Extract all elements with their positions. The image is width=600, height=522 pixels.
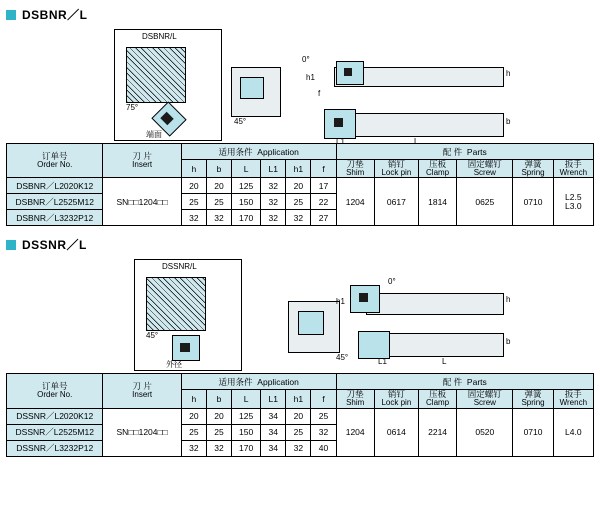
table-row: [7, 408, 594, 424]
section-title: DSSNR／L: [22, 238, 87, 253]
cell-L: 170: [232, 440, 261, 456]
cell-f: 22: [311, 194, 336, 210]
cell-h1: 25: [286, 424, 311, 440]
dim-L: L: [414, 137, 419, 146]
cell-L: 125: [232, 178, 261, 194]
front-view-title: DSBNR/L: [142, 32, 177, 41]
dim-L1: L1: [336, 137, 345, 146]
section-header-dssnr: [6, 236, 600, 253]
header-application: 适用条件 Application: [181, 374, 336, 390]
cell-h1: 32: [286, 440, 311, 456]
section-bullet-icon: [6, 10, 16, 20]
cell-lockpin: 0617: [374, 178, 418, 226]
header-part-spring: 弹簧 Spring: [513, 160, 553, 178]
header-part-shim: 刀垫 Shim: [336, 160, 374, 178]
cell-order-no: DSBNR／L3232P12: [7, 210, 103, 226]
angle-label-0: 0°: [302, 55, 310, 64]
cell-L: 125: [232, 408, 261, 424]
header-dim-L: L: [232, 160, 261, 178]
dim-f: f: [318, 89, 321, 98]
header-application: 适用条件 Application: [181, 144, 336, 160]
cell-h: 20: [181, 178, 206, 194]
cell-order-no: DSBNR／L2525M12: [7, 194, 103, 210]
shank-side-view: [378, 333, 504, 357]
header-part-wrench: 扳手 Wrench: [553, 390, 593, 408]
top-view-screw: [344, 68, 352, 76]
cell-screw: 0520: [457, 408, 513, 456]
cell-order-no: DSSNR／L2525M12: [7, 424, 103, 440]
cell-b: 32: [206, 440, 231, 456]
cell-b: 32: [206, 210, 231, 226]
cell-wrench: L2.5 L3.0: [553, 178, 593, 226]
header-part-lockpin: 销钉 Lock pin: [374, 390, 418, 408]
cell-f: 25: [311, 408, 336, 424]
cell-b: 20: [206, 408, 231, 424]
tool-body-hatched: [146, 277, 206, 331]
angle-label-45: 45°: [234, 117, 247, 126]
cell-clamp: 2214: [418, 408, 456, 456]
cell-L1: 32: [261, 210, 286, 226]
cell-h: 32: [181, 440, 206, 456]
header-part-clamp: 压板 Clamp: [418, 390, 456, 408]
header-part-screw: 固定螺钉 Screw: [457, 390, 513, 408]
dim-h1-top: h1: [336, 297, 345, 307]
cell-L1: 34: [261, 408, 286, 424]
cell-L1: 34: [261, 440, 286, 456]
spec-table-dsbnr: [6, 143, 594, 226]
section-title: DSBNR／L: [22, 8, 88, 22]
cell-insert: SN□□1204□□: [103, 178, 181, 226]
cell-clamp: 1814: [418, 178, 456, 226]
cell-f: 32: [311, 424, 336, 440]
drawing-area-dssnr: [6, 255, 594, 373]
dim-h: h: [506, 295, 511, 305]
dim-h: h: [506, 69, 511, 78]
header-dim-L1: L1: [261, 160, 286, 178]
header-dim-h: h: [181, 390, 206, 408]
dim-L: L: [442, 357, 447, 367]
cell-f: 17: [311, 178, 336, 194]
cell-order-no: DSSNR／L2020K12: [7, 408, 103, 424]
cell-h: 32: [181, 210, 206, 226]
cell-L: 170: [232, 210, 261, 226]
header-part-lockpin: 销钉 Lock pin: [374, 160, 418, 178]
header-order: 订单号 Order No.: [7, 144, 103, 178]
cell-spring: 0710: [513, 408, 553, 456]
header-part-screw: 固定螺钉 Screw: [457, 160, 513, 178]
angle-label-45b: 45°: [336, 353, 349, 363]
header-parts: 配 件 Parts: [336, 374, 593, 390]
front-view-title: DSSNR/L: [162, 262, 197, 272]
dim-b: b: [506, 117, 511, 126]
header-order: 订单号 Order No.: [7, 374, 103, 408]
cell-L1: 32: [261, 178, 286, 194]
header-dim-h1: h1: [286, 160, 311, 178]
header-part-wrench: 扳手 Wrench: [553, 160, 593, 178]
cell-f: 27: [311, 210, 336, 226]
header-dim-L: L: [232, 390, 261, 408]
cell-b: 25: [206, 194, 231, 210]
cell-h1: 20: [286, 178, 311, 194]
section-header-dsbnr: [6, 6, 600, 23]
cell-shim: 1204: [336, 178, 374, 226]
cell-screw: 0625: [457, 178, 513, 226]
side-view-screw: [334, 118, 343, 127]
header-dim-L1: L1: [261, 390, 286, 408]
cell-h: 20: [181, 408, 206, 424]
cell-h1: 20: [286, 408, 311, 424]
header-dim-b: b: [206, 160, 231, 178]
cell-h1: 32: [286, 210, 311, 226]
cell-lockpin: 0614: [374, 408, 418, 456]
shank-side-view: [334, 113, 504, 137]
angle-label-0: 0°: [388, 277, 396, 287]
cell-L1: 34: [261, 424, 286, 440]
header-part-shim: 刀垫 Shim: [336, 390, 374, 408]
header-dim-h: h: [181, 160, 206, 178]
catalog-page: [0, 6, 600, 522]
end-view-insert: [240, 77, 264, 99]
spec-table-dssnr: [6, 373, 594, 456]
cell-order-no: DSSNR／L3232P12: [7, 440, 103, 456]
header-insert: 刀 片 Insert: [103, 144, 181, 178]
shank-top-view: [366, 293, 504, 315]
dim-L1: L1: [378, 357, 387, 367]
header-insert: 刀 片 Insert: [103, 374, 181, 408]
cell-h: 25: [181, 194, 206, 210]
tool-body-hatched: [126, 47, 186, 103]
header-dim-f: f: [311, 390, 336, 408]
header-part-spring: 弹簧 Spring: [513, 390, 553, 408]
table-row: [7, 178, 594, 194]
end-view-insert: [298, 311, 324, 335]
table-header-row-1: [7, 144, 594, 160]
cell-spring: 0710: [513, 178, 553, 226]
cell-insert: SN□□1204□□: [103, 408, 181, 456]
cell-L1: 32: [261, 194, 286, 210]
header-parts: 配 件 Parts: [336, 144, 593, 160]
dim-b: b: [506, 337, 511, 347]
cell-h: 25: [181, 424, 206, 440]
cell-L: 150: [232, 194, 261, 210]
cell-order-no: DSBNR／L2020K12: [7, 178, 103, 194]
header-part-clamp: 压板 Clamp: [418, 160, 456, 178]
cell-shim: 1204: [336, 408, 374, 456]
header-dim-f: f: [311, 160, 336, 178]
cell-f: 40: [311, 440, 336, 456]
angle-label-45a: 45°: [146, 331, 159, 341]
angle-label-75: 75°: [126, 103, 139, 112]
header-dim-h1: h1: [286, 390, 311, 408]
table-header-row-1: [7, 374, 594, 390]
cell-h1: 25: [286, 194, 311, 210]
top-view-screw: [359, 293, 368, 302]
header-dim-b: b: [206, 390, 231, 408]
front-view-caption: 端面: [146, 130, 162, 139]
front-view-caption: 外径: [166, 360, 182, 370]
cell-b: 25: [206, 424, 231, 440]
drawing-area-dsbnr: [6, 25, 594, 146]
side-view-head: [358, 331, 390, 359]
section-bullet-icon: [6, 240, 16, 250]
cell-L: 150: [232, 424, 261, 440]
cell-wrench: L4.0: [553, 408, 593, 456]
cell-b: 20: [206, 178, 231, 194]
insert-screw: [180, 343, 190, 352]
dim-h1-top: h1: [306, 73, 315, 82]
